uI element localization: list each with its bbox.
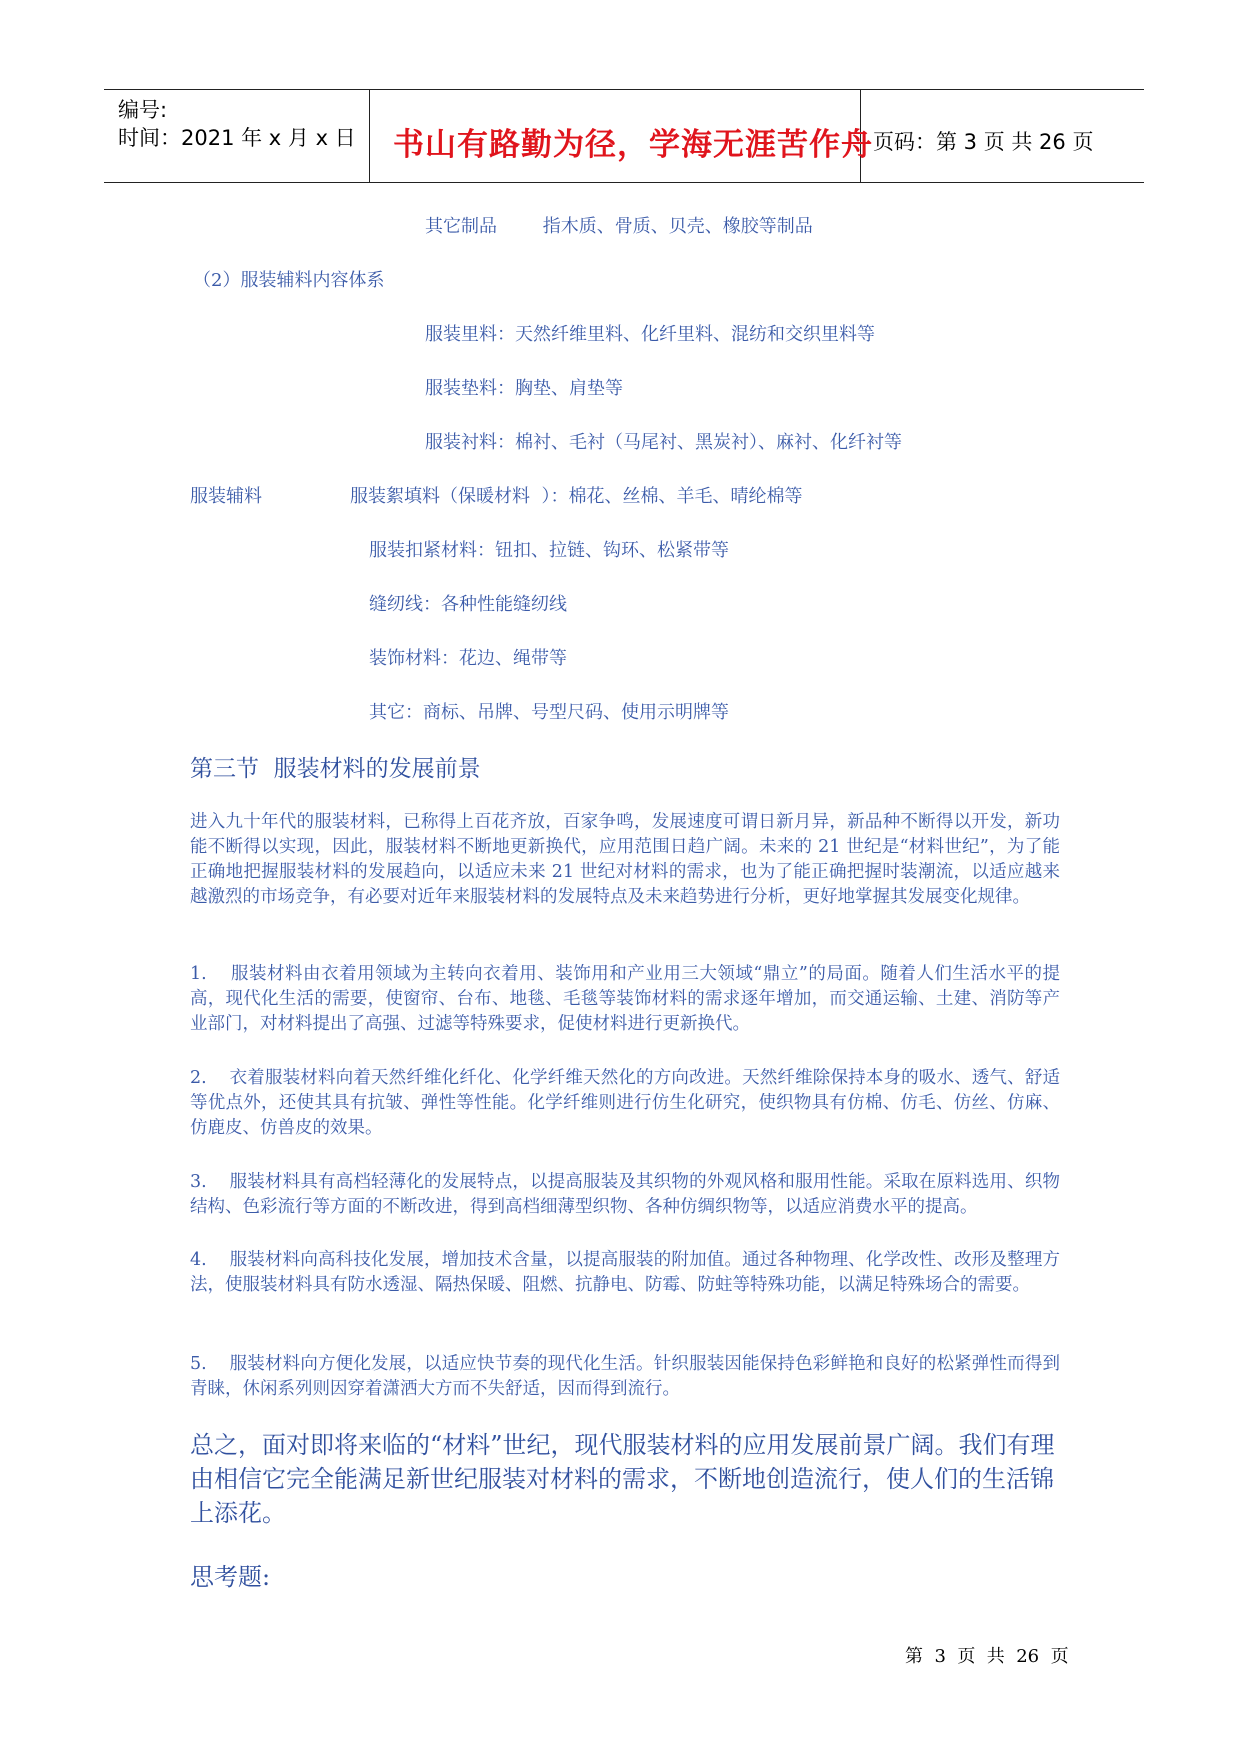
section2-title: （2）服装辅料内容体系 bbox=[193, 270, 385, 291]
header-top-border bbox=[104, 89, 1144, 90]
section3-heading: 第三节 服装材料的发展前景 bbox=[190, 756, 481, 782]
questions-label: 思考题: bbox=[190, 1563, 271, 1591]
aux-item-padding: 服装垫料：胸垫、肩垫等 bbox=[425, 378, 623, 399]
aux-label: 服装辅料 bbox=[190, 486, 262, 507]
aux-item-thread: 缝纫线：各种性能缝纫线 bbox=[369, 594, 567, 615]
point-4: 4. 服装材料向高科技化发展，增加技术含量，以提高服装的附加值。通过各种物理、化学改性、改形及整理方法，使服装材料具有防水透湿、隔热保暖、阻燃、抗静电、防霉、防蛀等特殊功能，以满足特殊场合的需要。 bbox=[190, 1250, 1060, 1295]
aux-item-lining: 服装里料：天然纤维里料、化纤里料、混纺和交织里料等 bbox=[425, 324, 875, 345]
point-3: 3. 服装材料具有高档轻薄化的发展特点，以提高服装及其织物的外观风格和服用性能。采取在原料选用、织物结构、色彩流行等方面的不断改进，得到高档细薄型织物、各种仿绸织物等，以适应消费水平的提高。 bbox=[190, 1172, 1060, 1217]
point-1: 1. 服装材料由衣着用领域为主转向衣着用、装饰用和产业用三大领域“鼎立”的局面。随着人们生活水平的提高，现代化生活的需要，使窗帘、台布、地毯、毛毯等装饰材料的需求逐年增加，而交通运输、土建、消防等产业部门，对材料提出了高强、过滤等特殊要求，促使材料进行更新换代。 bbox=[190, 964, 1060, 1034]
aux-item-decoration: 装饰材料：花边、绳带等 bbox=[369, 648, 567, 669]
aux-item-interlining: 服装衬料：棉衬、毛衬（马尾衬、黑炭衬）、麻衬、化纤衬等 bbox=[425, 432, 902, 453]
intro-paragraph: 进入九十年代的服装材料，已称得上百花齐放，百家争鸣，发展速度可谓日新月异，新品种不断得以开发，新功能不断得以实现，因此，服装材料不断地更新换代，应用范围日趋广阔。未来的 21 世纪是“材料世纪”，为了能正确地把握服装材料的发展趋向，以适应未来 21 世纪对材料的需求，也为了能正确把握时装潮流，以适应越来越激烈的市场竞争，有必要对近年来服装材料的发展特点及未来趋势进行分析，更好地掌握其发展变化规律。 bbox=[190, 812, 1060, 907]
aux-item-filling: 服装絮填料（保暖材料 ）：棉花、丝棉、羊毛、晴纶棉等 bbox=[350, 486, 803, 507]
header-divider-left bbox=[369, 89, 370, 183]
header-bottom-border bbox=[104, 182, 1144, 183]
point-5: 5. 服装材料向方便化发展，以适应快节奏的现代化生活。针织服装因能保持色彩鲜艳和良好的松紧弹性而得到青睐，休闲系列则因穿着潇洒大方而不失舒适，因而得到流行。 bbox=[190, 1354, 1060, 1399]
page-info: 页码：第 3 页 共 26 页 bbox=[873, 130, 1094, 154]
motto-title: 书山有路勤为径，学海无涯苦作舟 bbox=[393, 127, 873, 163]
point-2: 2. 衣着服装材料向着天然纤维化纤化、化学纤维天然化的方向改进。天然纤维除保持本身的吸水、透气、舒适等优点外，还使其具有抗皱、弹性等性能。化学纤维则进行仿生化研究，使织物具有仿棉、仿毛、仿丝、仿麻、仿鹿皮、仿兽皮的效果。 bbox=[190, 1068, 1060, 1138]
footer-page-number: 第 3 页 共 26 页 bbox=[905, 1646, 1069, 1667]
conclusion-paragraph: 总之，面对即将来临的“材料”世纪，现代服装材料的应用发展前景广阔。我们有理由相信它完全能满足新世纪服装对材料的需求，不断地创造流行，使人们的生活锦上添花。 bbox=[190, 1431, 1055, 1527]
other-products-line: 其它制品 指木质、骨质、贝壳、橡胶等制品 bbox=[425, 216, 813, 237]
aux-item-fasteners: 服装扣紧材料：钮扣、拉链、钩环、松紧带等 bbox=[369, 540, 729, 561]
time-label: 时间：2021 年 x 月 x 日 bbox=[118, 126, 356, 150]
serial-label: 编号: bbox=[118, 98, 168, 122]
aux-item-other: 其它：商标、吊牌、号型尺码、使用示明牌等 bbox=[369, 702, 729, 723]
